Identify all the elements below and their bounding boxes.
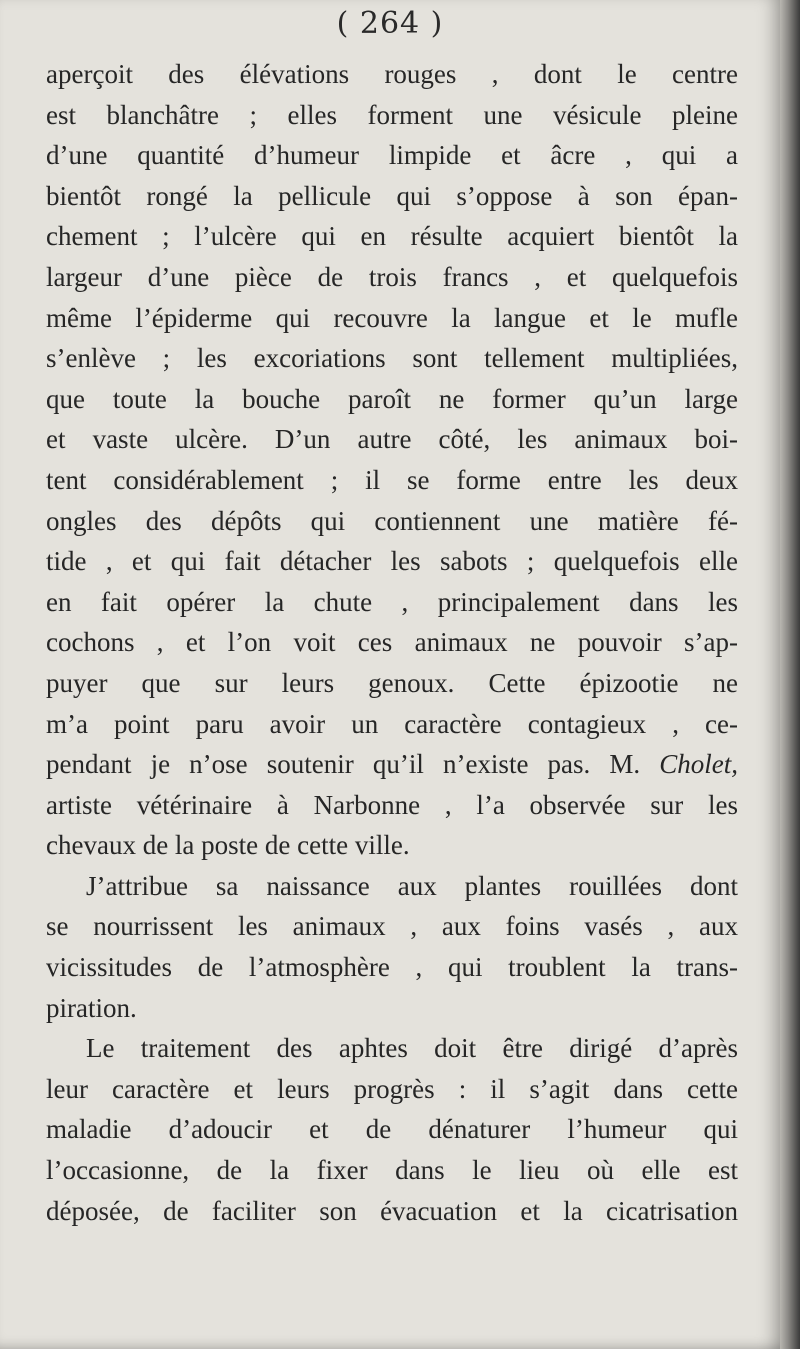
text-line xyxy=(46,419,738,460)
text-line xyxy=(46,866,738,907)
page-number: ( 264 ) xyxy=(336,6,444,41)
text-line-content: Le traitement des aphtes doit être dirigé d’après xyxy=(86,1033,738,1064)
text-line-content: artiste vétérinaire à Narbonne , l’a observée sur les xyxy=(46,789,738,820)
text-line-content: pendant je n’ose soutenir qu’il n’existe pas. M. xyxy=(46,749,641,780)
text-line-content: l’occasionne, de la fixer dans le lieu où elle est xyxy=(46,1155,738,1186)
text-line-content: aperçoit des élévations rouges , dont le centre xyxy=(46,59,738,89)
text-line xyxy=(46,663,738,704)
text-line xyxy=(46,582,738,623)
text-line-content: maladie d’adoucir et de dénaturer l’humeur qui xyxy=(46,1114,738,1145)
body-text xyxy=(46,54,738,1231)
text-line-content: tent considérablement ; il se forme entre les deux xyxy=(46,464,738,495)
text-line xyxy=(46,1150,738,1191)
text-line-content: se nourrissent les animaux , aux foins vasés , aux xyxy=(46,911,738,942)
text-line-content: puyer que sur leurs genoux. Cette épizootie ne xyxy=(46,667,738,698)
text-line-content: vicissitudes de l’atmosphère , qui troublent la trans- xyxy=(46,952,738,983)
text-line-content: que toute la bouche paroît ne former qu’un large xyxy=(46,383,738,414)
text-line xyxy=(46,460,738,501)
text-line-content: d’une quantité d’humeur limpide et âcre , qui a xyxy=(46,140,738,171)
text-line-content: et vaste ulcère. D’un autre côté, les animaux boi- xyxy=(46,424,738,455)
italic-name: Cholet, xyxy=(659,749,738,780)
text-line xyxy=(46,1069,738,1110)
text-line-content: même l’épiderme qui recouvre la langue et le mufle xyxy=(46,302,738,333)
text-line xyxy=(46,257,738,298)
text-line xyxy=(46,947,738,988)
text-line xyxy=(46,906,738,947)
text-line xyxy=(46,1109,738,1150)
text-line xyxy=(46,988,738,1029)
text-line-content: tide , et qui fait détacher les sabots ; quelquefois elle xyxy=(46,546,738,577)
text-line-content: leur caractère et leurs progrès : il s’agit dans cette xyxy=(46,1073,738,1104)
text-line-content: en fait opérer la chute , principalement dans les xyxy=(46,586,738,617)
text-line-content: m’a point paru avoir un caractère contagieux , ce- xyxy=(46,708,738,739)
text-line xyxy=(46,1191,738,1232)
text-line-content: cochons , et l’on voit ces animaux ne pouvoir s’ap- xyxy=(46,627,738,658)
text-line-content: ongles des dépôts qui contiennent une matière fé- xyxy=(46,505,738,536)
text-line xyxy=(46,298,738,339)
text-line xyxy=(46,785,738,826)
text-line xyxy=(46,541,738,582)
text-line xyxy=(46,338,738,379)
text-line xyxy=(46,54,738,95)
text-line xyxy=(46,176,738,217)
text-line-content: piration. xyxy=(46,992,137,1023)
text-line-content: bientôt rongé la pellicule qui s’oppose à son épan- xyxy=(46,180,738,211)
text-line xyxy=(46,622,738,663)
text-line-content: chevaux de la poste de cette ville. xyxy=(46,830,410,861)
text-line xyxy=(46,744,738,785)
text-line xyxy=(46,1028,738,1069)
text-line-content: déposée, de faciliter son évacuation et la cicatrisation xyxy=(46,1195,738,1226)
text-line xyxy=(46,825,738,866)
text-line xyxy=(46,704,738,745)
text-line-content: chement ; l’ulcère qui en résulte acquiert bientôt la xyxy=(46,221,738,252)
text-line-content: est blanchâtre ; elles forment une vésicule pleine xyxy=(46,99,738,130)
text-line xyxy=(46,216,738,257)
text-line-content: J’attribue sa naissance aux plantes rouillées dont xyxy=(86,870,738,901)
page-edge xyxy=(780,0,800,1349)
text-line xyxy=(46,379,738,420)
text-line-content: s’enlève ; les excoriations sont tellement multipliées, xyxy=(46,343,738,374)
text-line-content: largeur d’une pièce de trois francs , et quelquefois xyxy=(46,261,738,292)
text-line xyxy=(46,501,738,542)
text-line xyxy=(46,135,738,176)
text-line xyxy=(46,95,738,136)
